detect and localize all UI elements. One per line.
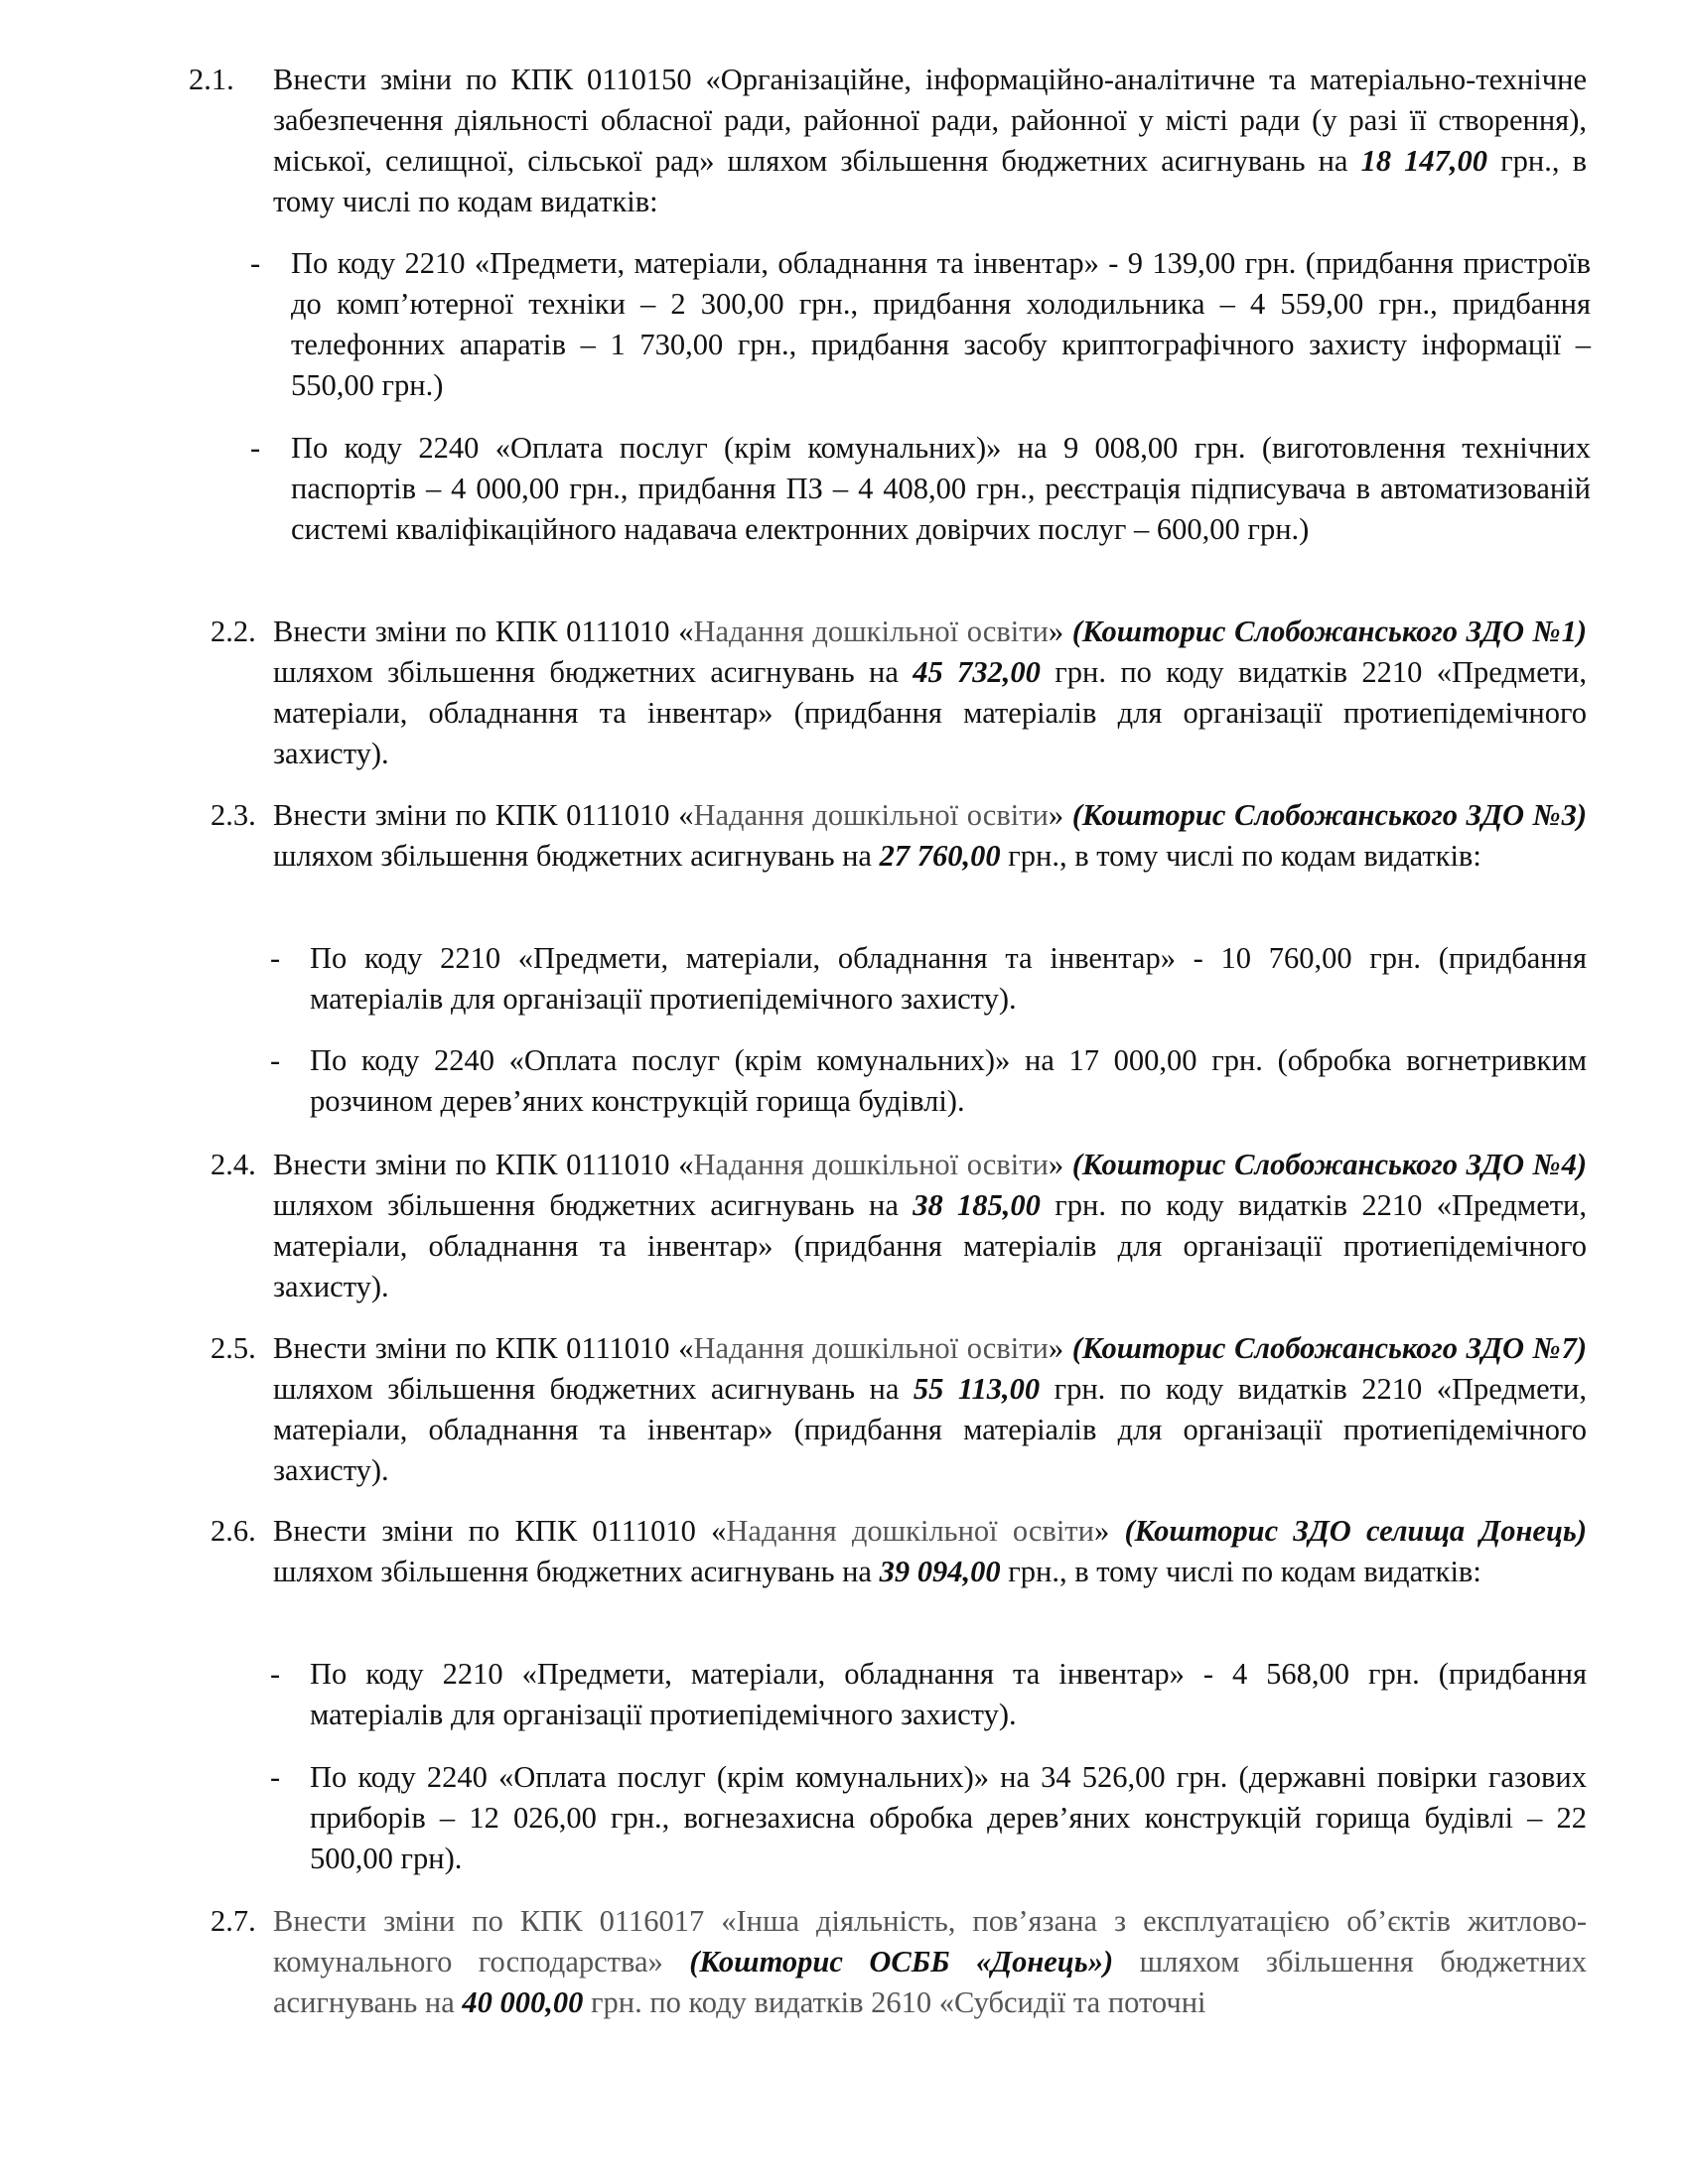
- subitem-text: По коду 2240 «Оплата послуг (крім комунальних)» на 34 526,00 грн. (державні повірки газових приборів – 12 026,00 грн., вогнезахисна обробка дерев’яних конструкцій горища будівлі – 22 500,00 грн).: [310, 1760, 1587, 1875]
- subitem-text: По коду 2210 «Предмети, матеріали, обладнання та інвентар» - 4 568,00 грн. (придбання матеріалів для організації протиепідемічного захисту).: [310, 1657, 1587, 1731]
- item-2-2: [211, 612, 1587, 774]
- item-text: Внести зміни по КПК 0110150 «Організаційне, інформаційно-аналітичне та матеріально-технічне забезпечення діяльності обласної ради, районної ради, районної у місті ради (у разі її створення), міської, селищної, сільської рад» шляхом збільшення бюджетних асигнувань на 18 147,00 грн., в тому числі по кодам видатків:: [273, 63, 1588, 218]
- item-2-1: [189, 60, 1587, 222]
- item-number: 2.2.: [211, 614, 256, 648]
- item-text: Внести зміни по КПК 0111010 «Надання дошкільної освіти» (Кошторис ЗДО селища Донець) шляхом збільшення бюджетних асигнувань на 39 094,00 грн., в тому числі по кодам видатків:: [273, 1514, 1587, 1588]
- amount: 45 732,00: [913, 655, 1041, 689]
- subitem-text: По коду 2240 «Оплата послуг (крім комунальних)» на 9 008,00 грн. (виготовлення технічних паспортів – 4 000,00 грн., придбання ПЗ – 4 408,00 грн., реєстрація підписувача в автоматизованій системі кваліфікаційного надавача електронних довірчих послуг – 600,00 грн.): [291, 431, 1591, 546]
- item-2-6: [211, 1511, 1587, 1592]
- item-number: 2.5.: [211, 1331, 256, 1365]
- subitem-2210: [270, 1654, 1587, 1735]
- list-dash: -: [270, 1760, 281, 1794]
- subitem-text: По коду 2240 «Оплата послуг (крім комунальних)» на 17 000,00 грн. (обробка вогнетривким розчином дерев’яних конструкцій горища будівлі).: [310, 1043, 1587, 1118]
- amount: 18 147,00: [1360, 144, 1488, 178]
- item-2-5: [211, 1328, 1587, 1491]
- item-text: Внести зміни по КПК 0111010 «Надання дошкільної освіти» (Кошторис Слобожанського ЗДО №4) шляхом збільшення бюджетних асигнувань на 38 185,00 грн. по коду видатків 2210 «Предмети, матеріали, обладнання та інвентар» (придбання матеріалів для організації протиепідемічного захисту).: [273, 1148, 1588, 1303]
- item-text: Внести зміни по КПК 0111010 «Надання дошкільної освіти» (Кошторис Слобожанського ЗДО №7) шляхом збільшення бюджетних асигнувань на 55 113,00 грн. по коду видатків 2210 «Предмети, матеріали, обладнання та інвентар» (придбання матеріалів для організації протиепідемічного захисту).: [273, 1331, 1588, 1487]
- subitem-2210: [250, 243, 1591, 406]
- list-dash: -: [270, 1657, 281, 1691]
- amount: 40 000,00: [462, 1985, 584, 2019]
- amount: 39 094,00: [879, 1555, 1001, 1588]
- subitem-text: По коду 2210 «Предмети, матеріали, обладнання та інвентар» - 10 760,00 грн. (придбання матеріалів для організації протиепідемічного захисту).: [310, 941, 1587, 1016]
- item-number: 2.7.: [211, 1904, 256, 1938]
- item-text: Внести зміни по КПК 0111010 «Надання дошкільної освіти» (Кошторис Слобожанського ЗДО №3) шляхом збільшення бюджетних асигнувань на 27 760,00 грн., в тому числі по кодам видатків:: [273, 798, 1588, 873]
- amount: 38 185,00: [913, 1188, 1041, 1222]
- subitem-2240: [270, 1040, 1587, 1122]
- subitem-text: По коду 2210 «Предмети, матеріали, обладнання та інвентар» - 9 139,00 грн. (придбання пристроїв до комп’ютерної техніки – 2 300,00 грн., придбання холодильника – 4 559,00 грн., придбання телефонних апаратів – 1 730,00 грн., придбання засобу криптографічного захисту інформації – 550,00 грн.): [291, 246, 1591, 402]
- subitem-2240: [250, 428, 1591, 550]
- amount: 27 760,00: [879, 839, 1001, 873]
- item-text: Внести зміни по КПК 0111010 «Надання дошкільної освіти» (Кошторис Слобожанського ЗДО №1) шляхом збільшення бюджетних асигнувань на 45 732,00 грн. по коду видатків 2210 «Предмети, матеріали, обладнання та інвентар» (придбання матеріалів для організації протиепідемічного захисту).: [273, 614, 1588, 770]
- item-2-3: [211, 795, 1587, 877]
- item-number: 2.4.: [211, 1148, 256, 1181]
- item-2-7: [211, 1901, 1587, 2023]
- item-number: 2.6.: [211, 1514, 256, 1548]
- item-number: 2.3.: [211, 798, 256, 832]
- item-number: 2.1.: [189, 63, 234, 96]
- list-dash: -: [270, 1043, 281, 1077]
- list-dash: -: [270, 941, 281, 975]
- item-text: Внести зміни по КПК 0116017 «Інша діяльність, пов’язана з експлуатацією об’єктів житлово-комунального господарства» (Кошторис ОСББ «Донець») шляхом збільшення бюджетних асигнувань на 40 000,00 грн. по коду видатків 2610 «Субсидії та поточні: [273, 1904, 1587, 2019]
- subitem-2240: [270, 1757, 1587, 1879]
- item-2-4: [211, 1145, 1587, 1307]
- list-dash: -: [250, 431, 261, 465]
- subitem-2210: [270, 938, 1587, 1020]
- amount: 55 113,00: [913, 1372, 1041, 1406]
- list-dash: -: [250, 246, 261, 280]
